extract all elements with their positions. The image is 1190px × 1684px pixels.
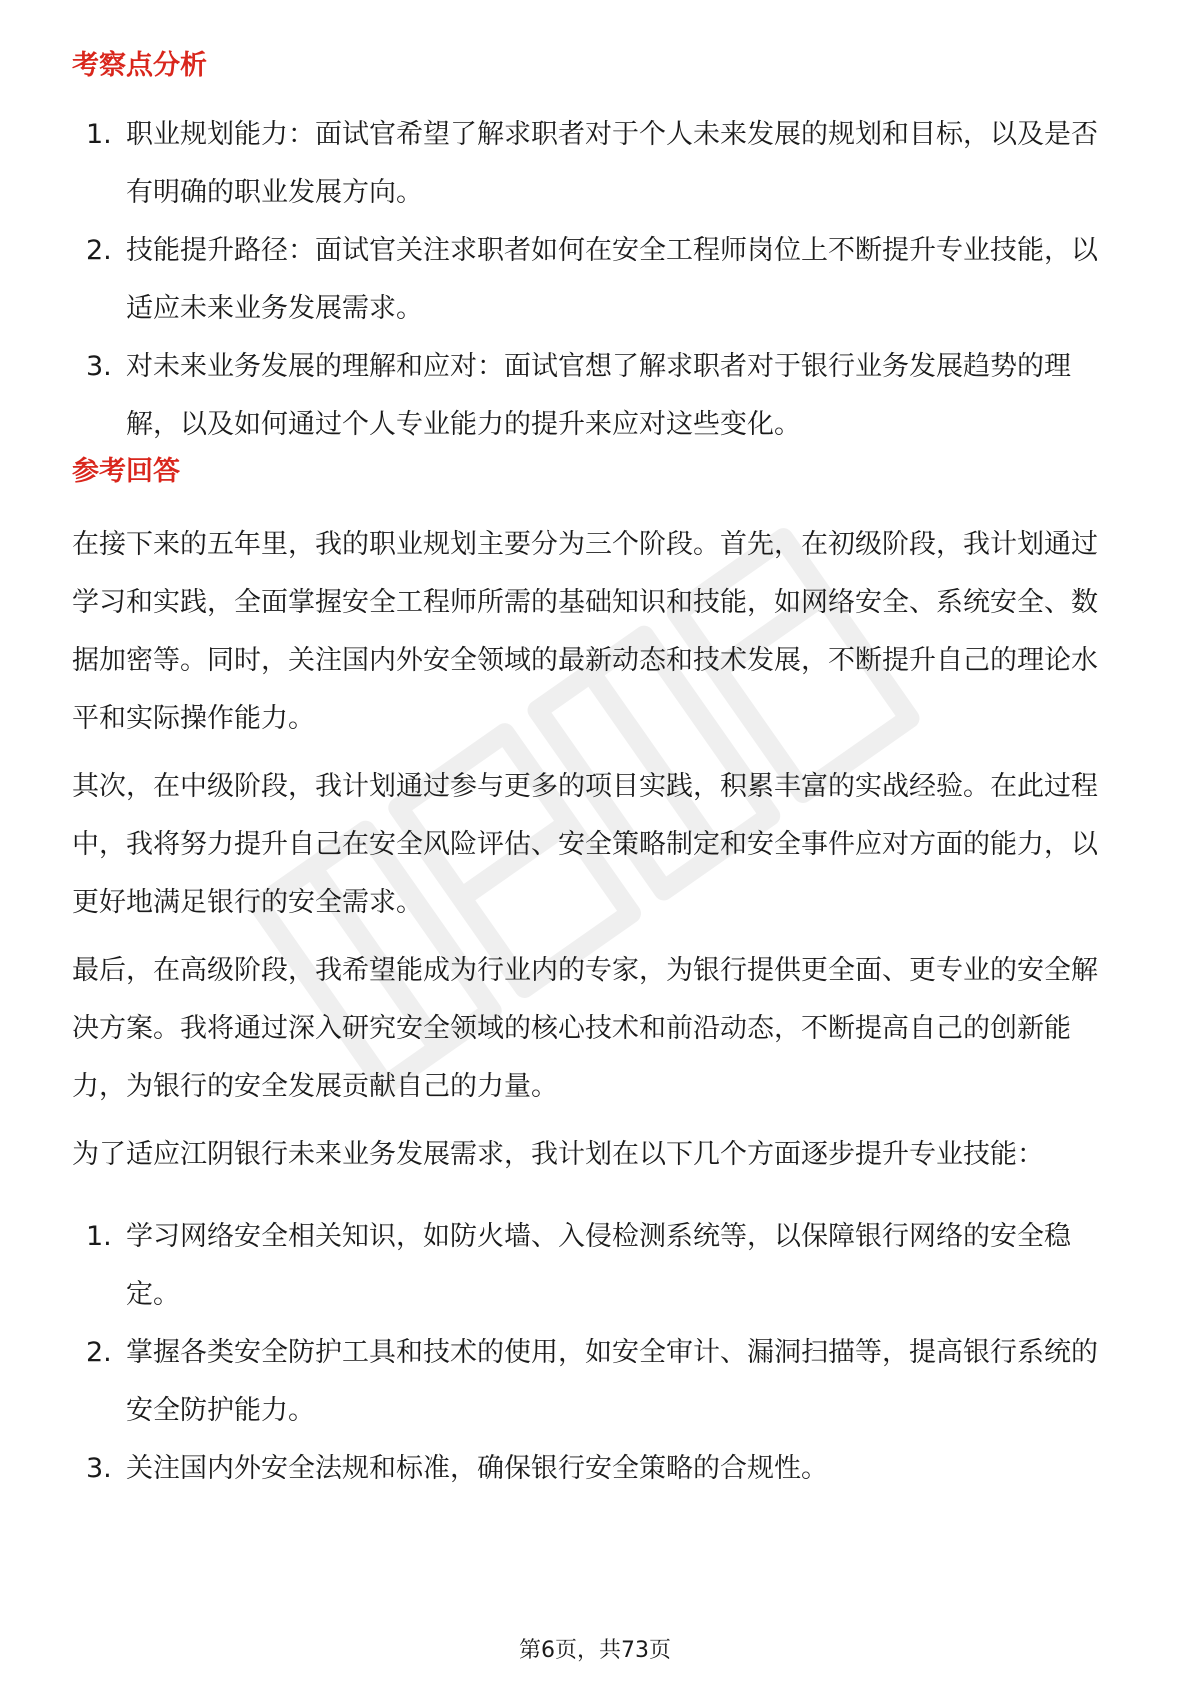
list-item-text: 职业规划能力：面试官希望了解求职者对于个人未来发展的规划和目标，以及是否有明确的职业发展方向。 bbox=[126, 119, 1098, 208]
list-item-number: 2. bbox=[86, 1337, 112, 1368]
list-item bbox=[72, 338, 1118, 454]
list-item-number: 2. bbox=[86, 235, 112, 266]
list-item-text: 学习网络安全相关知识，如防火墙、入侵检测系统等，以保障银行网络的安全稳定。 bbox=[126, 1221, 1071, 1310]
list-item bbox=[72, 1440, 1118, 1498]
list-item-number: 3. bbox=[86, 351, 112, 382]
list-item-text: 对未来业务发展的理解和应对：面试官想了解求职者对于银行业务发展趋势的理解，以及如何通过个人专业能力的提升来应对这些变化。 bbox=[126, 351, 1071, 440]
list-item-number: 1. bbox=[86, 119, 112, 150]
list-item bbox=[72, 1208, 1118, 1324]
list-item-number: 1. bbox=[86, 1221, 112, 1252]
list-item-text: 技能提升路径：面试官关注求职者如何在安全工程师岗位上不断提升专业技能，以适应未来业务发展需求。 bbox=[126, 235, 1098, 324]
answer-paragraph: 其次，在中级阶段，我计划通过参与更多的项目实践，积累丰富的实战经验。在此过程中，我将努力提升自己在安全风险评估、安全策略制定和安全事件应对方面的能力，以更好地满足银行的安全需求。 bbox=[72, 771, 1098, 918]
answer-heading: 参考回答 bbox=[72, 456, 180, 487]
analysis-list bbox=[72, 106, 1118, 454]
skills-list bbox=[72, 1208, 1118, 1498]
list-item-text: 关注国内外安全法规和标准，确保银行安全策略的合规性。 bbox=[126, 1453, 828, 1484]
answer-paragraph: 在接下来的五年里，我的职业规划主要分为三个阶段。首先，在初级阶段，我计划通过学习和实践，全面掌握安全工程师所需的基础知识和技能，如网络安全、系统安全、数据加密等。同时，关注国内外安全领域的最新动态和技术发展，不断提升自己的理论水平和实际操作能力。 bbox=[72, 529, 1098, 734]
list-item-number: 3. bbox=[86, 1453, 112, 1484]
list-item bbox=[72, 1324, 1118, 1440]
list-item-text: 掌握各类安全防护工具和技术的使用，如安全审计、漏洞扫描等，提高银行系统的安全防护能力。 bbox=[126, 1337, 1098, 1426]
page-number-footer: 第6页，共73页 bbox=[519, 1638, 671, 1663]
list-item bbox=[72, 106, 1118, 222]
answer-paragraph: 为了适应江阴银行未来业务发展需求，我计划在以下几个方面逐步提升专业技能： bbox=[72, 1139, 1044, 1170]
answer-paragraph: 最后，在高级阶段，我希望能成为行业内的专家，为银行提供更全面、更专业的安全解决方案。我将通过深入研究安全领域的核心技术和前沿动态，不断提高自己的创新能力，为银行的安全发展贡献自己的力量。 bbox=[72, 955, 1098, 1102]
analysis-heading: 考察点分析 bbox=[72, 50, 207, 81]
list-item bbox=[72, 222, 1118, 338]
